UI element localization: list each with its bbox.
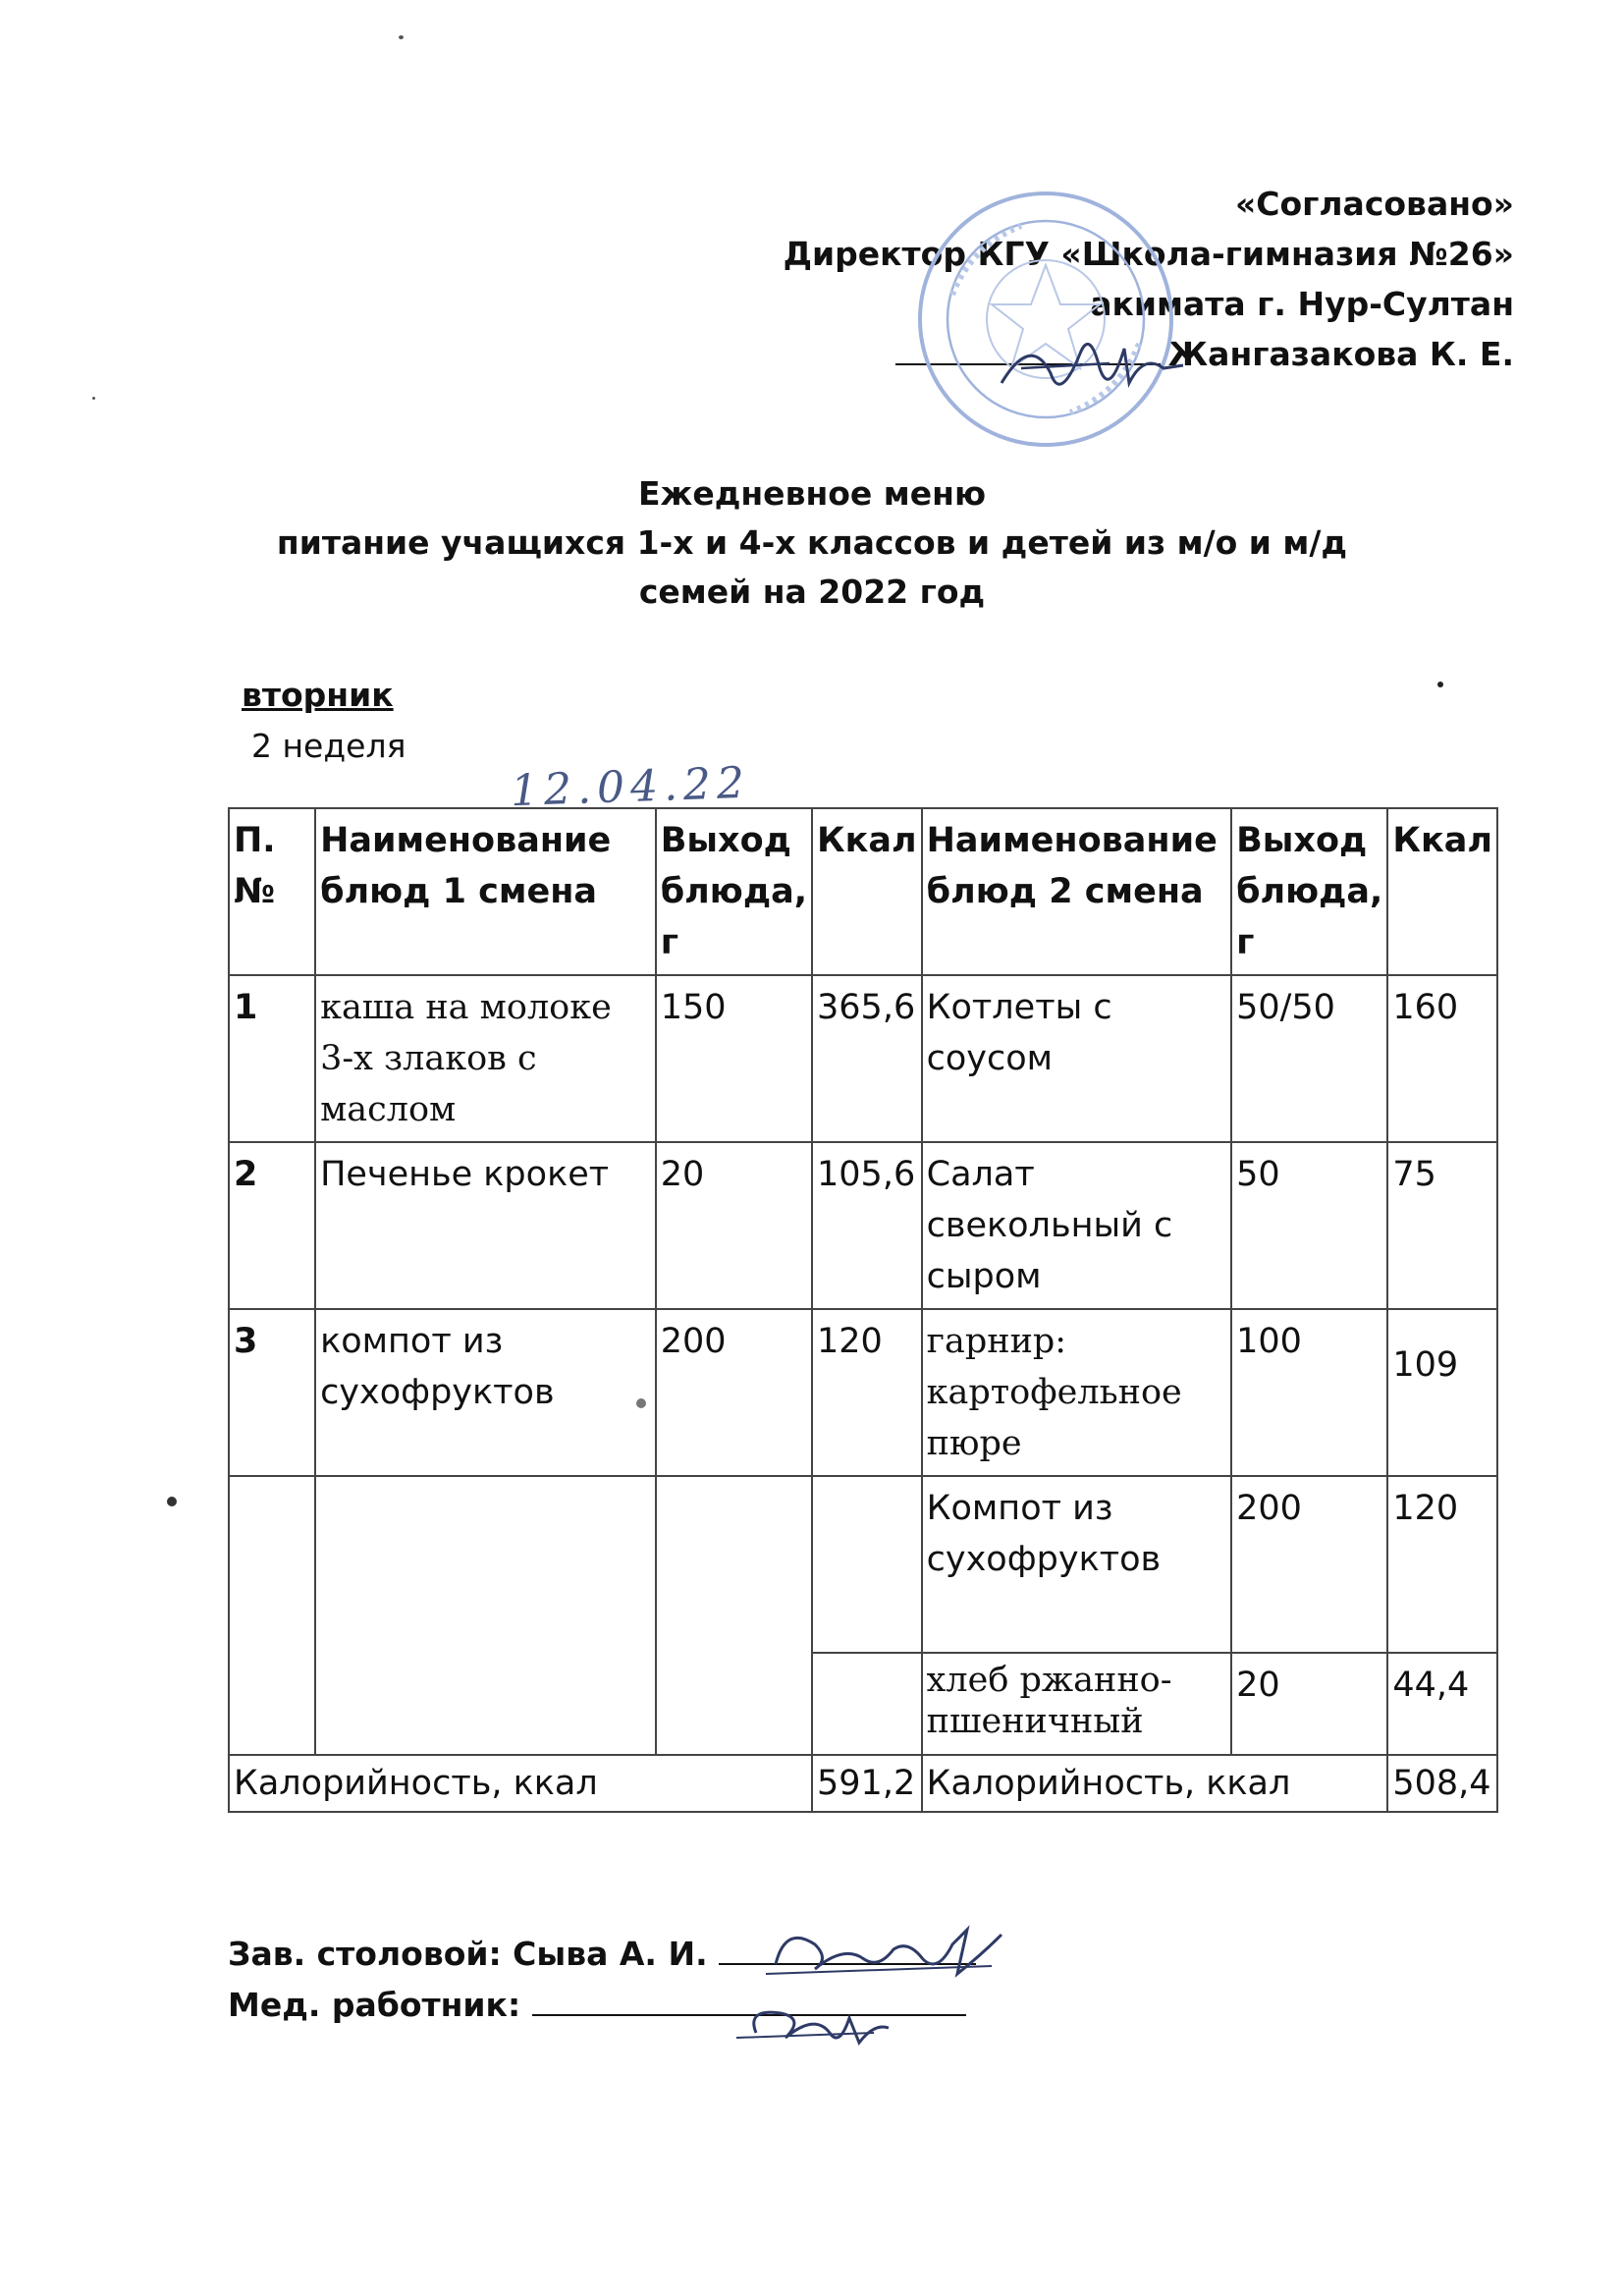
dish-shift-2: Салат свекольный с сыром <box>922 1142 1231 1309</box>
row-number: 2 <box>229 1142 315 1309</box>
table-row <box>229 1476 1497 1653</box>
table-header-row <box>229 808 1497 975</box>
output-shift-2: 100 <box>1231 1309 1387 1476</box>
output-shift-2: 200 <box>1231 1476 1387 1653</box>
title-line-1: Ежедневное меню <box>637 474 987 513</box>
kcal-shift-2: 120 <box>1387 1476 1497 1653</box>
kcal-shift-2: 160 <box>1387 975 1497 1142</box>
output-shift-1: 200 <box>656 1309 812 1476</box>
medical-worker-signature-icon <box>727 1994 893 2062</box>
total-label-shift-2: Калорийность, ккал <box>922 1755 1388 1812</box>
table-row <box>229 1142 1497 1309</box>
table-row <box>229 975 1497 1142</box>
dish-shift-1: компот из сухофруктов <box>315 1309 656 1476</box>
table-row <box>229 1309 1497 1476</box>
totals-row <box>229 1755 1497 1812</box>
week-number: 2 неделя <box>251 727 406 765</box>
total-label-shift-1: Калорийность, ккал <box>229 1755 812 1812</box>
dish-shift-1: каша на молоке 3-х злаков с маслом <box>315 975 656 1142</box>
handwritten-date: 12.04.22 <box>510 757 751 817</box>
row-number: 1 <box>229 975 315 1142</box>
header-output-1: Выход блюда, г <box>656 808 812 975</box>
scan-speck <box>636 1398 646 1408</box>
dish-shift-2: Компот из сухофруктов <box>922 1476 1231 1653</box>
header-number: П.№ <box>229 808 315 975</box>
empty-cell <box>656 1476 812 1755</box>
kcal-shift-1: 105,6 <box>812 1142 922 1309</box>
director-signature-icon <box>992 314 1188 422</box>
day-of-week: вторник <box>242 676 394 714</box>
header-dish-shift-2: Наименование блюд 2 смена <box>922 808 1231 975</box>
empty-cell <box>315 1476 656 1755</box>
output-shift-2: 20 <box>1231 1653 1387 1755</box>
title-line-3: семей на 2022 год <box>638 573 986 611</box>
approval-heading: «Согласовано» <box>1234 185 1514 223</box>
empty-cell <box>812 1476 922 1653</box>
dish-shift-2: гарнир: картофельное пюре <box>922 1309 1231 1476</box>
menu-table <box>228 807 1498 1813</box>
scan-speck <box>92 397 95 400</box>
header-kcal-2: Ккал <box>1387 808 1497 975</box>
kcal-shift-2: 109 <box>1387 1309 1497 1476</box>
medical-worker-label: Мед. работник: <box>228 1986 521 2024</box>
header-output-2: Выход блюда, г <box>1231 808 1387 975</box>
approval-director: Директор КГУ «Школа-гимназия №26» <box>783 235 1514 273</box>
dish-shift-1: Печенье крокет <box>315 1142 656 1309</box>
header-dish-shift-1: Наименование блюд 1 смена <box>315 808 656 975</box>
approval-akimat: акимата г. Нур-Султан <box>1090 285 1514 323</box>
output-shift-1: 20 <box>656 1142 812 1309</box>
scan-speck <box>1437 682 1443 687</box>
scan-speck <box>399 35 404 39</box>
output-shift-2: 50/50 <box>1231 975 1387 1142</box>
header-kcal-1: Ккал <box>812 808 922 975</box>
output-shift-2: 50 <box>1231 1142 1387 1309</box>
kcal-shift-2: 44,4 <box>1387 1653 1497 1755</box>
canteen-manager-label: Зав. столовой: Сыва А. И. <box>228 1935 708 1973</box>
empty-cell <box>812 1653 922 1755</box>
dish-shift-2: Котлеты с соусом <box>922 975 1231 1142</box>
row-number: 3 <box>229 1309 315 1476</box>
canteen-manager-signature-icon <box>756 1915 1011 1994</box>
empty-cell <box>229 1476 315 1755</box>
menu-title <box>0 469 1624 617</box>
kcal-shift-1: 120 <box>812 1309 922 1476</box>
kcal-shift-2: 75 <box>1387 1142 1497 1309</box>
scan-speck <box>167 1497 177 1506</box>
director-name: Жангазакова К. Е. <box>1167 335 1514 373</box>
dish-shift-2: хлеб ржанно-пшеничный <box>922 1653 1231 1755</box>
total-value-shift-1: 591,2 <box>812 1755 922 1812</box>
total-value-shift-2: 508,4 <box>1387 1755 1497 1812</box>
kcal-shift-1: 365,6 <box>812 975 922 1142</box>
output-shift-1: 150 <box>656 975 812 1142</box>
title-line-2: питание учащихся 1-х и 4-х классов и детей из м/о и м/д <box>276 523 1348 562</box>
